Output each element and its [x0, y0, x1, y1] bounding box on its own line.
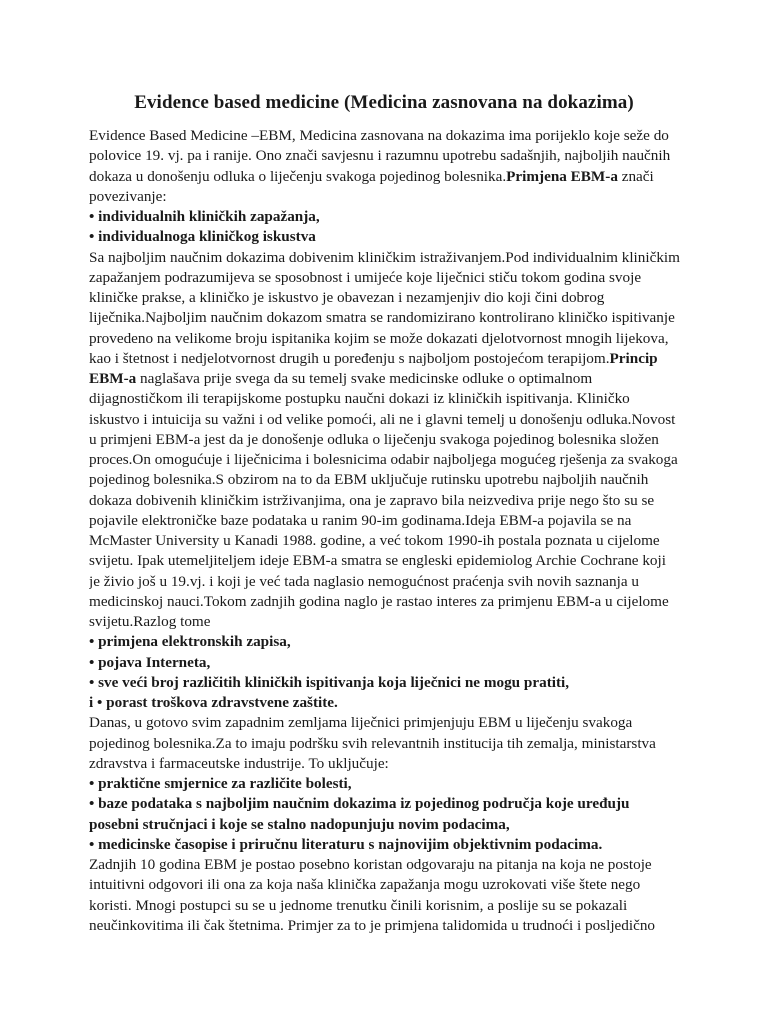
line-text: pojedinog bolesnika.S obzirom na to da EBM uključuje rutinsku upotrebu najboljih naučnih	[89, 471, 649, 489]
body-line	[89, 369, 689, 389]
line-text: liječnika.Najboljim naučnim dokazom smatra se randomizirano kontrolirano kliničko ispitivanje	[89, 309, 675, 327]
line-text: provedeno na velikome broju ispitanika kojim se može dokazati djelotvornost mnogih lijekova,	[89, 329, 669, 347]
bullet-line	[89, 653, 689, 673]
line-text: koristi. Mnogi postupci su se u jednome trenutku činili korisnim, a poslije su se pokazali	[89, 896, 628, 914]
line-text: intuitivni odgovori ili ona za koja naša klinička zapažanja mogu uzrokovati više štete nego	[89, 876, 641, 894]
page-title: Evidence based medicine (Medicina zasnovana na dokazima)	[134, 92, 634, 113]
line-text: • primjena elektronskih zapisa,	[89, 633, 291, 651]
line-text: polovice 19. vj. pa i ranije. Ono znači savjesnu i razumnu upotrebu sadašnjih, najboljih naučnih	[89, 147, 671, 165]
body-line	[89, 916, 689, 936]
bullet-line	[89, 207, 689, 227]
body-line	[89, 875, 689, 895]
inline-bold-text: EBM-a	[89, 370, 137, 387]
body-line	[89, 511, 689, 531]
line-text: je živio još u 19.vj. i koji je već tada naglasio nemogućnost praćenja svih novih saznanja u	[89, 572, 639, 590]
body-line	[89, 146, 689, 166]
body-line	[89, 268, 689, 288]
line-text: svijetu. Ipak utemeljiteljem ideje EBM-a smatra se engleski epidemiolog Archie Cochrane koji	[89, 552, 666, 570]
line-text: posebni stručnjaci i koje se stalno nadopunjuju novim podacima,	[89, 815, 510, 833]
line-text: Evidence Based Medicine –EBM, Medicina zasnovana na dokazima ima porijeklo koje seže do	[89, 127, 669, 144]
line-text: Sa najboljim naučnim dokazima dobivenim kliničkim istraživanjem.Pod individualnim kliničkim	[89, 248, 680, 266]
bullet-line	[89, 632, 689, 652]
line-text: iskustvo i intuicija su važni i od velike pomoći, ali ne i glavni temelj u donošenju odluka.Novost	[89, 410, 676, 428]
body-line	[89, 187, 689, 207]
line-text: McMaster University u Kanadi 1988. godine, a već tokom 1990-ih postala poznata u cijelome	[89, 532, 660, 549]
line-text-tail: znači	[617, 167, 654, 185]
line-text: i • porast troškova zdravstvene zaštite.	[89, 694, 338, 711]
body-line	[89, 450, 689, 470]
body-line	[89, 531, 689, 551]
document-body	[89, 126, 689, 936]
body-line	[89, 349, 689, 369]
line-text: kao i štetnost i nedjelotvornost drugih u poređenju s najboljom postojećom terapijom.	[89, 349, 610, 367]
bullet-line	[89, 673, 689, 693]
line-text: svijetu.Razlog tome	[89, 613, 211, 630]
line-text: zdravstva i farmaceutske industrije. To uključuje:	[89, 754, 389, 772]
body-line	[89, 126, 689, 146]
line-text: • baze podataka s najboljim naučnim dokazima iz pojedinog područja koje uređuju	[89, 795, 630, 813]
bullet-line	[89, 693, 689, 713]
body-line	[89, 389, 689, 409]
line-text: • praktične smjernice za različite bolesti,	[89, 775, 352, 792]
line-text: kliničke prakse, a kliničko je iskustvo je obavezan i nezamjenjiv dio koji čini dobrog	[89, 289, 605, 306]
bullet-line	[89, 227, 689, 247]
inline-bold-text: Princip	[609, 349, 658, 367]
line-text: pojavile elektroničke baze podataka u ranim 90-im godinama.Ideja EBM-a pojavila se na	[89, 511, 632, 529]
line-text: zapažanjem podrazumijeva se sposobnost i umijeće koje liječnici stiču tokom godina svoje	[89, 268, 642, 286]
body-line	[89, 734, 689, 754]
body-line	[89, 572, 689, 592]
body-line	[89, 329, 689, 349]
body-line	[89, 248, 689, 268]
body-line	[89, 308, 689, 328]
body-line	[89, 491, 689, 511]
body-line	[89, 713, 689, 733]
body-line	[89, 855, 689, 875]
body-line	[89, 592, 689, 612]
line-text: dokaza u donošenju odluka o liječenju svakoga pojedinog bolesnika.	[89, 167, 507, 185]
body-line	[89, 167, 689, 187]
line-text: • sve veći broj različitih kliničkih ispitivanja koja liječnici ne mogu pratiti,	[89, 673, 570, 691]
bullet-line	[89, 774, 689, 794]
body-line	[89, 612, 689, 632]
line-text: • individualnih kliničkih zapažanja,	[89, 208, 320, 225]
line-text: • medicinske časopise i priručnu literaturu s najnovijim objektivnim podacima.	[89, 835, 603, 853]
body-line	[89, 430, 689, 450]
line-text: • individualnoga kliničkog iskustva	[89, 228, 316, 246]
body-line	[89, 410, 689, 430]
line-text: Danas, u gotovo svim zapadnim zemljama liječnici primjenjuju EBM u liječenju svakoga	[89, 714, 633, 732]
line-text: • pojava Interneta,	[89, 653, 211, 671]
body-line	[89, 754, 689, 774]
line-text: povezivanje:	[89, 187, 167, 205]
bullet-line	[89, 794, 689, 814]
body-line	[89, 896, 689, 916]
line-text: u primjeni EBM-a jest da je donošenje odluka o liječenju svakoga pojedinog bolesnika složen	[89, 430, 659, 448]
line-text: proces.On omogućuje i liječnicima i bolesnicima odabir najboljega mogućeg rješenja za svakoga	[89, 451, 678, 468]
line-text-tail: naglašava prije svega da su temelj svake medicinske odluke o optimalnom	[136, 370, 593, 387]
line-text: medicinskoj nauci.Tokom zadnjih godina naglo je rastao interes za primjenu EBM-a u cijelome	[89, 592, 669, 610]
line-text: Zadnjih 10 godina EBM je postao posebno koristan odgovaraju na pitanja na koja ne postoje	[89, 856, 652, 873]
bullet-line	[89, 835, 689, 855]
inline-bold-text: Primjena EBM-a	[506, 167, 618, 185]
body-line	[89, 551, 689, 571]
bullet-line	[89, 815, 689, 835]
line-text: neučinkovitima ili čak štetnima. Primjer za to je primjena talidomida u trudnoći i posljedično	[89, 916, 656, 934]
line-text: pojedinog bolesnika.Za to imaju podršku svih relevantnih institucija tih zemalja, ministarstva	[89, 734, 656, 752]
body-line	[89, 288, 689, 308]
line-text: dokaza dobivenih kliničkim istrživanjima, ona je zapravo bila neizvediva prije nego što su se	[89, 491, 655, 509]
line-text: dijagnostičkom ili terapijskome postupku naučni dokazi iz kliničkih ispitivanja. Kliničko	[89, 390, 630, 408]
body-line	[89, 470, 689, 490]
